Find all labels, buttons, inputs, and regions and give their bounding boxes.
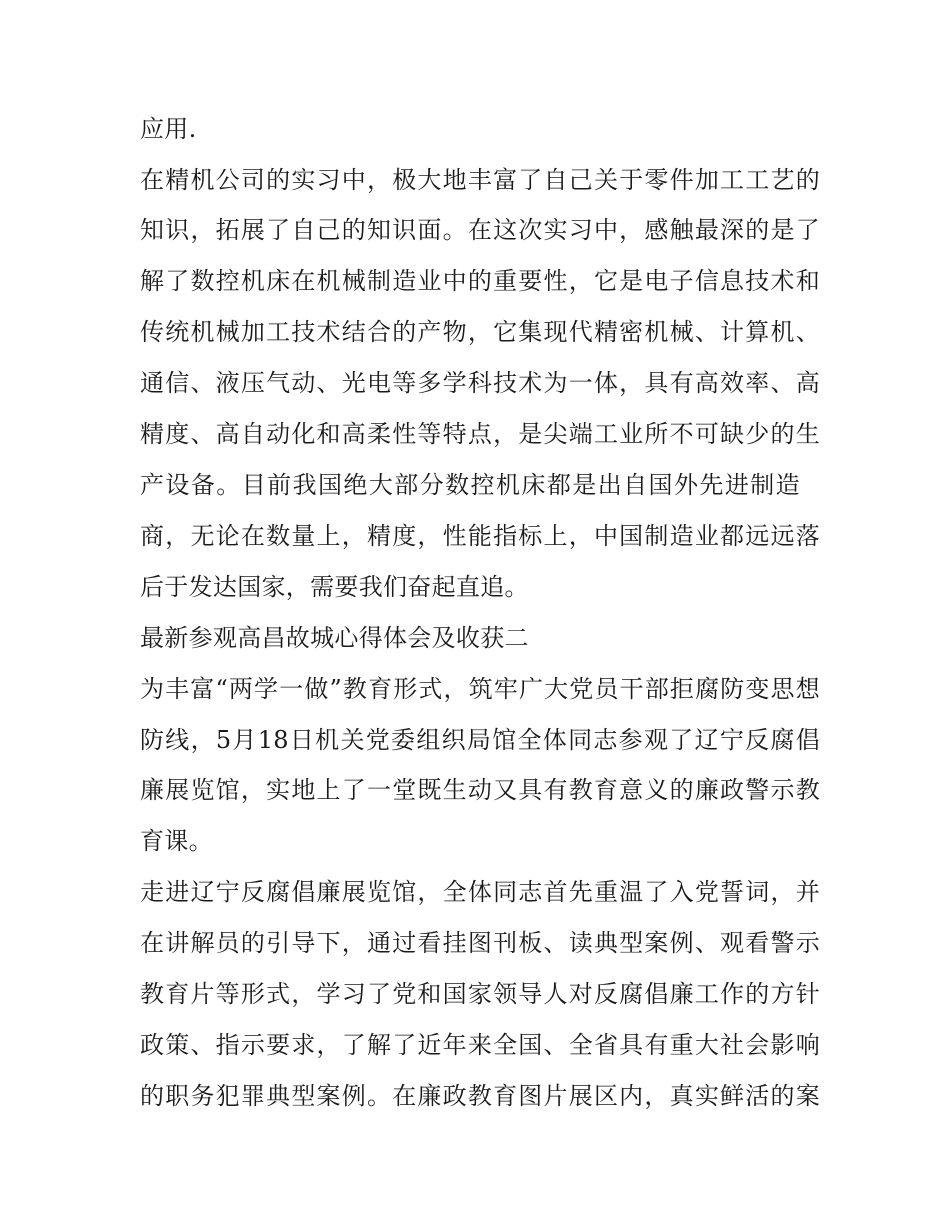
text-line: 产设备。目前我国绝大部分数控机床都是出自国外先进制造: [140, 471, 800, 499]
text-line: 防线，5月18日机关党委组织局馆全体同志参观了辽宁反腐倡: [140, 726, 820, 754]
text-line: 在精机公司的实习中，极大地丰富了自己关于零件加工工艺的: [140, 166, 820, 194]
text-line: 教育片等形式，学习了党和国家领导人对反腐倡廉工作的方针: [140, 980, 820, 1008]
text-line: 后于发达国家，需要我们奋起直追。: [140, 573, 529, 601]
text-line: 传统机械加工技术结合的产物，它集现代精密机械、计算机、: [140, 318, 820, 346]
section-heading: 最新参观高昌故城心得体会及收获二: [140, 624, 529, 652]
text-line: 商，无论在数量上，精度，性能指标上，中国制造业都远远落: [140, 522, 820, 550]
text-line: 政策、指示要求，了解了近年来全国、全省具有重大社会影响: [140, 1031, 820, 1059]
text-line: 通信、液压气动、光电等多学科技术为一体，具有高效率、高: [140, 369, 820, 397]
text-line: 知识，拓展了自己的知识面。在这次实习中，感触最深的是了: [140, 216, 820, 244]
text-line: 育课。: [140, 827, 213, 855]
text-line: 的职务犯罪典型案例。在廉政教育图片展区内，真实鲜活的案: [140, 1082, 820, 1110]
text-line: 解了数控机床在机械制造业中的重要性，它是电子信息技术和: [140, 267, 820, 295]
text-line: 精度、高自动化和高柔性等特点，是尖端工业所不可缺少的生: [140, 420, 820, 448]
text-line: 在讲解员的引导下，通过看挂图刊板、读典型案例、观看警示: [140, 929, 820, 957]
text-line: 廉展览馆，实地上了一堂既生动又具有教育意义的廉政警示教: [140, 776, 820, 804]
text-line: 走进辽宁反腐倡廉展览馆，全体同志首先重温了入党誓词，并: [140, 878, 820, 906]
text-line: 应用.: [140, 115, 197, 143]
text-line: 为丰富“两学一做”教育形式，筑牢广大党员干部拒腐防变思想: [140, 675, 820, 703]
